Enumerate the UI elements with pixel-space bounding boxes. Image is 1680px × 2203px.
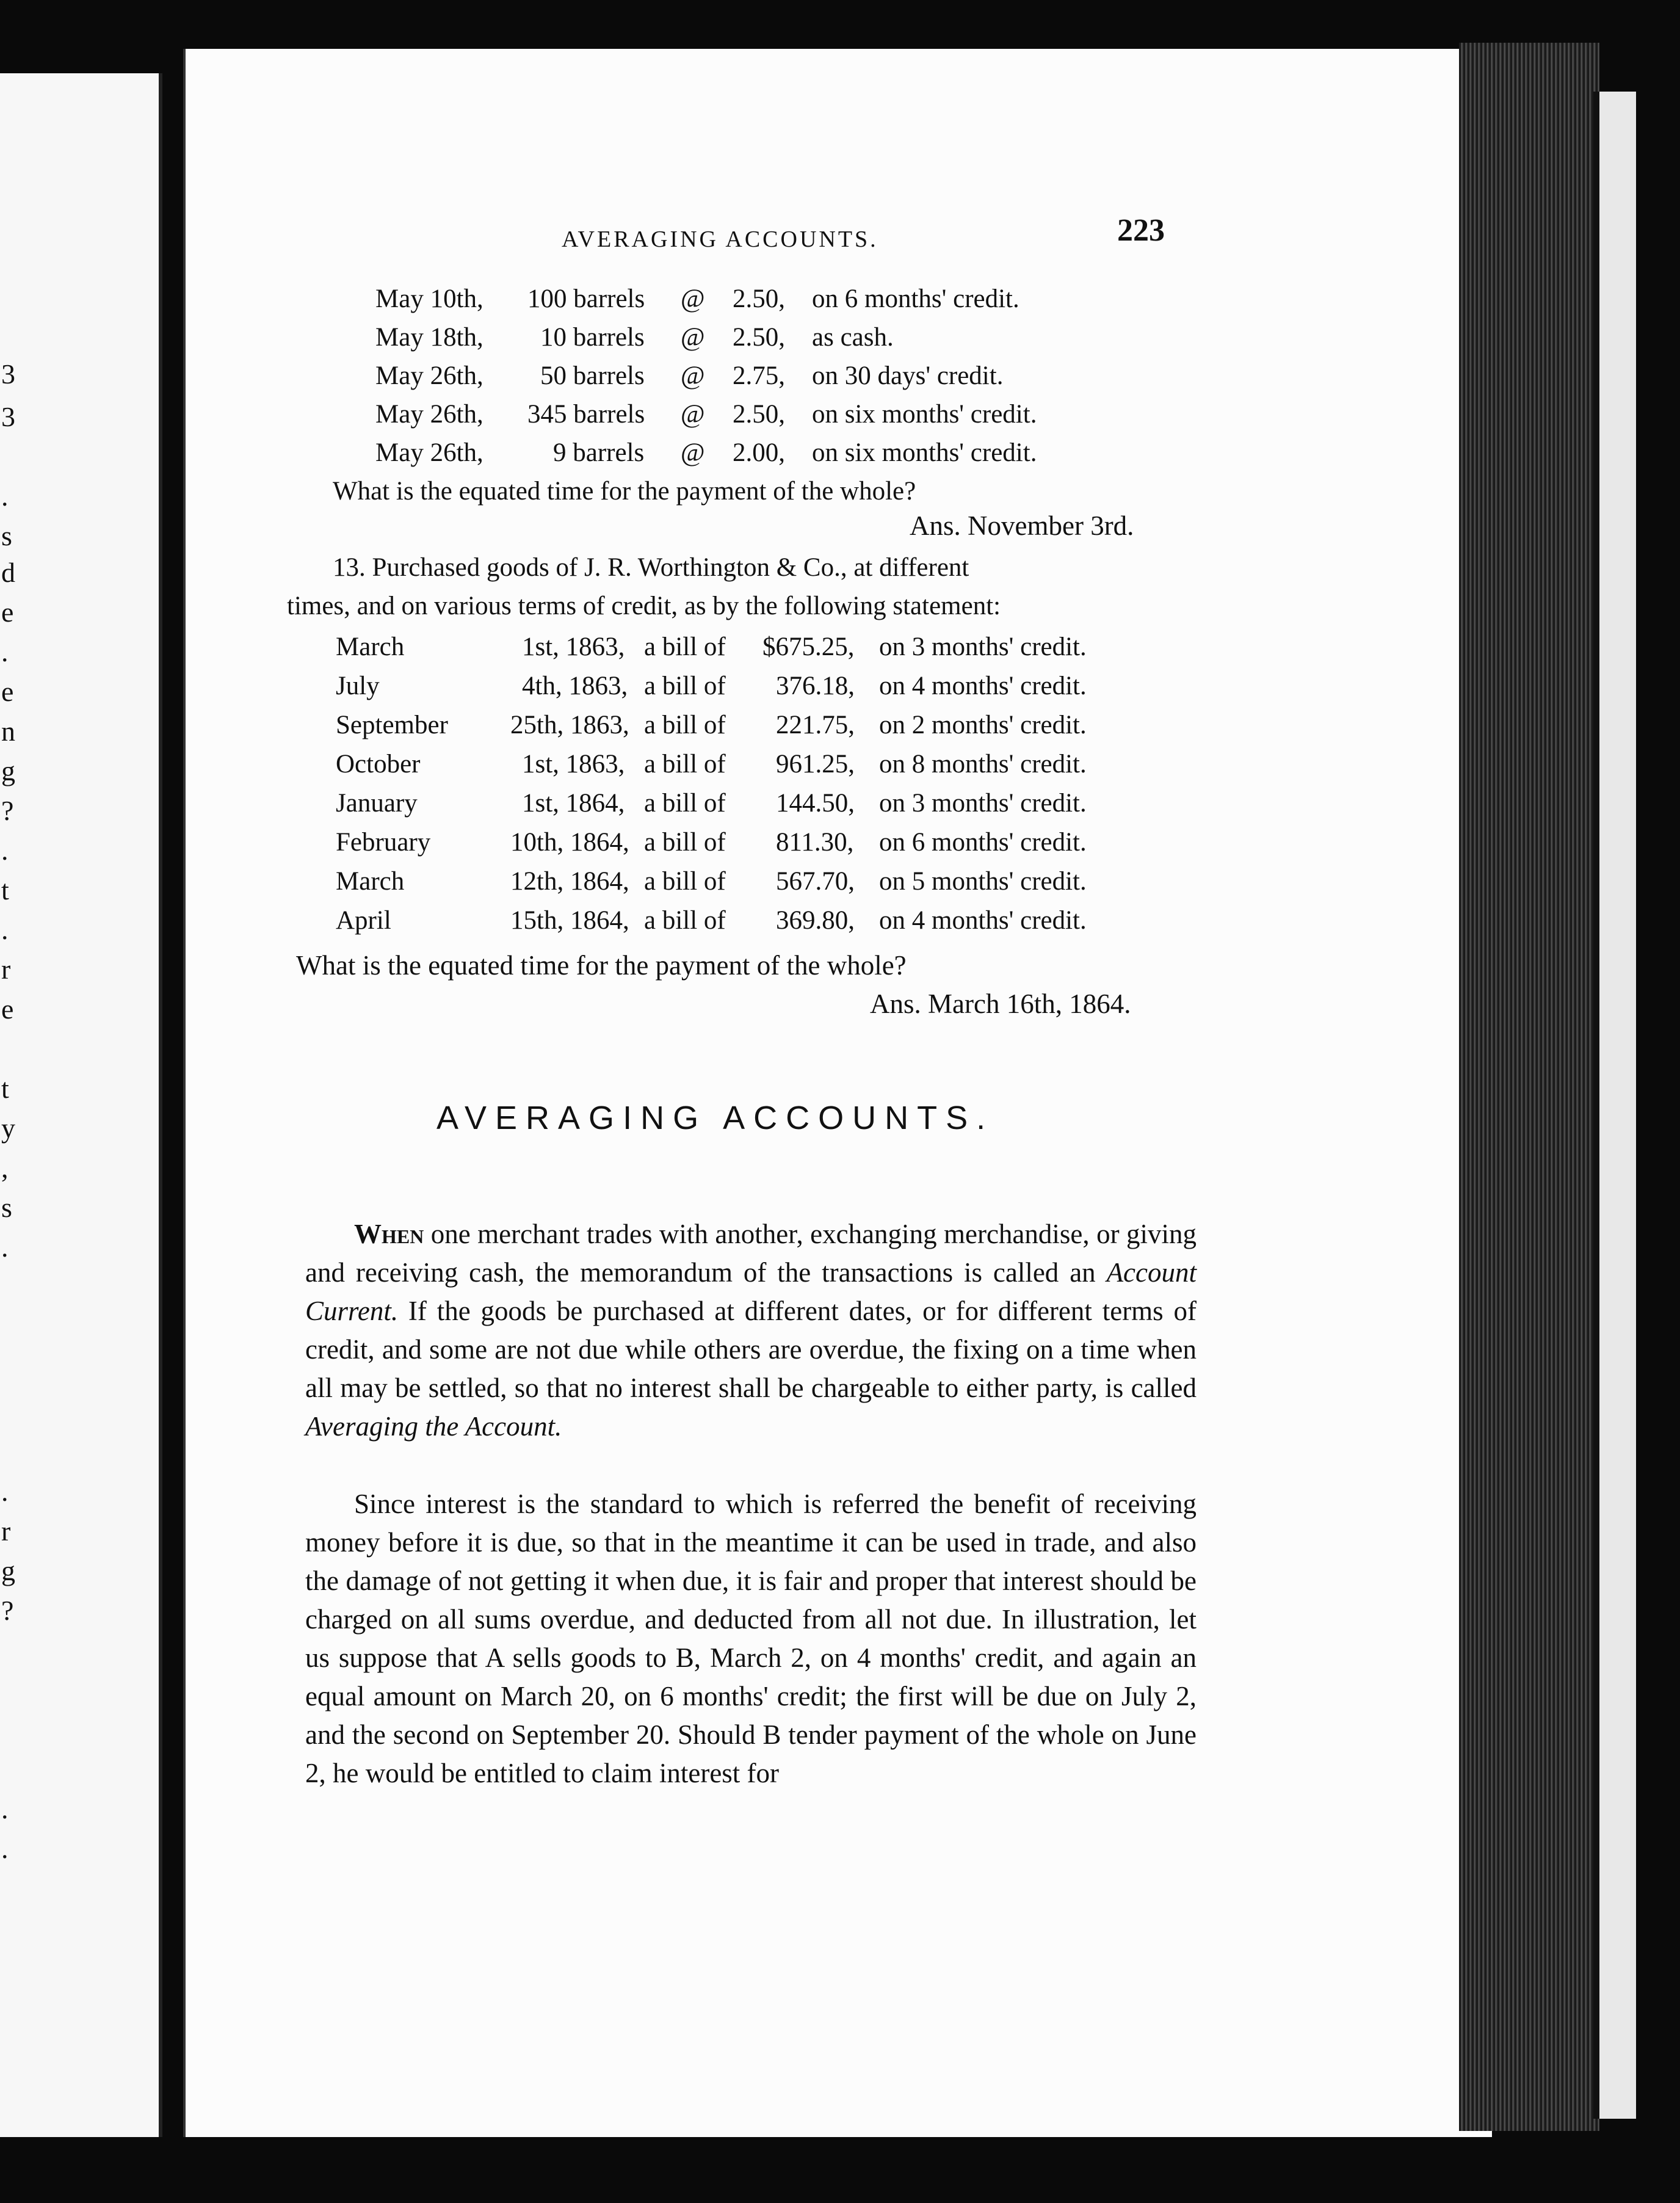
may-at: @ bbox=[681, 323, 705, 352]
may-terms: on six months' credit. bbox=[812, 438, 1037, 467]
bill-day: 1st, 1863, bbox=[522, 633, 625, 661]
page-number: 223 bbox=[1117, 213, 1165, 248]
bill-terms: on 6 months' credit. bbox=[879, 828, 1087, 857]
facing-page-char: ? bbox=[1, 1595, 14, 1626]
bill-terms: on 4 months' credit. bbox=[879, 672, 1087, 700]
bill-amount: 369.80, bbox=[776, 906, 855, 935]
bill-terms: on 3 months' credit. bbox=[879, 633, 1087, 661]
bill-amount: $675.25, bbox=[762, 633, 855, 661]
bill-day: 1st, 1863, bbox=[522, 750, 625, 778]
facing-page-char: e bbox=[1, 597, 14, 628]
may-price: 2.50, bbox=[733, 285, 785, 313]
bill-day: 1st, 1864, bbox=[522, 789, 625, 818]
paragraph-1-text-a: one merchant trades with another, exchanging merchandise, or giving and receiving cash, the memorandum of the transactions is called an bbox=[305, 1219, 1197, 1288]
bill-month: April bbox=[336, 906, 391, 935]
may-terms: on 30 days' credit. bbox=[812, 361, 1004, 390]
facing-page-char: r bbox=[1, 954, 11, 985]
facing-page-char: 3 bbox=[1, 358, 15, 390]
question-12: What is the equated time for the payment of the whole? bbox=[333, 477, 916, 506]
may-date: May 26th, bbox=[375, 361, 483, 390]
may-price: 2.00, bbox=[733, 438, 785, 467]
facing-page-char: e bbox=[1, 993, 14, 1025]
bill-bill: a bill of bbox=[644, 867, 726, 896]
may-price: 2.50, bbox=[733, 323, 785, 352]
may-at: @ bbox=[681, 285, 705, 313]
facing-page-char: g bbox=[1, 755, 15, 786]
bill-bill: a bill of bbox=[644, 906, 726, 935]
bill-day: 25th, 1863, bbox=[510, 711, 629, 739]
bill-amount: 961.25, bbox=[776, 750, 855, 778]
bill-month: February bbox=[336, 828, 431, 857]
bill-bill: a bill of bbox=[644, 633, 726, 661]
paragraph-2-text: Since interest is the standard to which is referred the benefit of receiving money before it is due, so that in the meantime it can be used in trade, and also the damage of not getting it when due, it is fair and proper that interest should be charged on all sums overdue, and deducted from all not due. In illustration, let us suppose that A sells goods to B, March 2, on 4 months' credit, and again an equal amount on March 20, on 6 months' credit; the first will be due on July 2, and the second on September 20. Should B tender payment of the whole on June 2, he would be entitled to claim interest for bbox=[305, 1489, 1197, 1788]
term-averaging-the-account: Averaging the Account. bbox=[305, 1411, 562, 1442]
may-terms: on 6 months' credit. bbox=[812, 285, 1019, 313]
bill-amount: 376.18, bbox=[776, 672, 855, 700]
may-date: May 26th, bbox=[375, 438, 483, 467]
problem-13-line-2: times, and on various terms of credit, as by the following statement: bbox=[287, 592, 1001, 620]
may-at: @ bbox=[681, 400, 705, 429]
bill-month: July bbox=[336, 672, 380, 700]
facing-page-char: . bbox=[1, 1793, 9, 1824]
term-account-current: Account Current. bbox=[305, 1257, 1197, 1326]
facing-page-char: ? bbox=[1, 795, 14, 826]
may-terms: as cash. bbox=[812, 323, 894, 352]
may-qty: 345 barrels bbox=[527, 400, 645, 429]
bill-month: March bbox=[336, 633, 405, 661]
facing-page-char: n bbox=[1, 716, 15, 747]
paragraph-1-text-b: If the goods be purchased at different dates, or for different terms of credit, and some are not due while others are overdue, the fixing on a time when all may be settled, so that no interest shall be chargeable to either party, is called bbox=[305, 1296, 1197, 1403]
facing-page-char: . bbox=[1, 1476, 9, 1507]
page-block-edge bbox=[1459, 43, 1599, 2131]
bill-month: March bbox=[336, 867, 405, 896]
facing-page-char: . bbox=[1, 835, 9, 866]
paragraph-1 bbox=[305, 1215, 1197, 1446]
facing-page-char: g bbox=[1, 1555, 15, 1586]
may-at: @ bbox=[681, 361, 705, 390]
bill-amount: 811.30, bbox=[776, 828, 854, 857]
facing-page-char: . bbox=[1, 914, 9, 945]
bill-bill: a bill of bbox=[644, 750, 726, 778]
question-13: What is the equated time for the payment of the whole? bbox=[296, 950, 907, 981]
paragraph-2 bbox=[305, 1485, 1197, 1793]
bill-bill: a bill of bbox=[644, 828, 726, 857]
bill-terms: on 8 months' credit. bbox=[879, 750, 1087, 778]
facing-page-char: s bbox=[1, 520, 12, 551]
facing-page-char: , bbox=[1, 1152, 9, 1183]
answer-13: Ans. March 16th, 1864. bbox=[870, 989, 1131, 1019]
bill-bill: a bill of bbox=[644, 711, 726, 739]
facing-page bbox=[0, 73, 162, 2137]
bill-amount: 144.50, bbox=[776, 789, 855, 818]
bill-month: October bbox=[336, 750, 421, 778]
bill-month: September bbox=[336, 711, 448, 739]
may-terms: on six months' credit. bbox=[812, 400, 1037, 429]
bill-terms: on 5 months' credit. bbox=[879, 867, 1087, 896]
section-heading: AVERAGING ACCOUNTS. bbox=[436, 1100, 994, 1136]
facing-page-char: d bbox=[1, 557, 15, 588]
may-qty: 10 barrels bbox=[540, 323, 645, 352]
paragraph-1-lead: When bbox=[354, 1219, 424, 1249]
facing-page-char: y bbox=[1, 1112, 15, 1144]
bill-terms: on 3 months' credit. bbox=[879, 789, 1087, 818]
problem-13-line-1: 13. Purchased goods of J. R. Worthington & Co., at different bbox=[333, 553, 969, 582]
bill-day: 4th, 1863, bbox=[522, 672, 628, 700]
facing-page-char: t bbox=[1, 1073, 9, 1104]
facing-page-char: 3 bbox=[1, 401, 15, 432]
may-date: May 10th, bbox=[375, 285, 483, 313]
may-date: May 26th, bbox=[375, 400, 483, 429]
bill-month: January bbox=[336, 789, 418, 818]
running-head: AVERAGING ACCOUNTS. bbox=[562, 227, 878, 252]
facing-page-char: . bbox=[1, 1232, 9, 1263]
may-at: @ bbox=[681, 438, 705, 467]
facing-page-char: . bbox=[1, 481, 9, 512]
bill-day: 12th, 1864, bbox=[510, 867, 629, 896]
bill-day: 10th, 1864, bbox=[510, 828, 629, 857]
may-qty: 9 barrels bbox=[553, 438, 645, 467]
bill-bill: a bill of bbox=[644, 672, 726, 700]
facing-page-char: r bbox=[1, 1515, 11, 1547]
may-date: May 18th, bbox=[375, 323, 483, 352]
bill-terms: on 2 months' credit. bbox=[879, 711, 1087, 739]
bill-day: 15th, 1864, bbox=[510, 906, 629, 935]
cover-edge bbox=[1593, 92, 1636, 2119]
may-price: 2.50, bbox=[733, 400, 785, 429]
may-price: 2.75, bbox=[733, 361, 785, 390]
facing-page-char: . bbox=[1, 636, 9, 667]
may-qty: 100 barrels bbox=[527, 285, 645, 313]
facing-page-char: t bbox=[1, 874, 9, 906]
bill-amount: 221.75, bbox=[776, 711, 855, 739]
bill-bill: a bill of bbox=[644, 789, 726, 818]
may-qty: 50 barrels bbox=[540, 361, 645, 390]
answer-12: Ans. November 3rd. bbox=[910, 510, 1134, 541]
bill-amount: 567.70, bbox=[776, 867, 855, 896]
facing-page-char: . bbox=[1, 1833, 9, 1864]
facing-page-char: s bbox=[1, 1192, 12, 1223]
bill-terms: on 4 months' credit. bbox=[879, 906, 1087, 935]
facing-page-char: e bbox=[1, 676, 14, 707]
